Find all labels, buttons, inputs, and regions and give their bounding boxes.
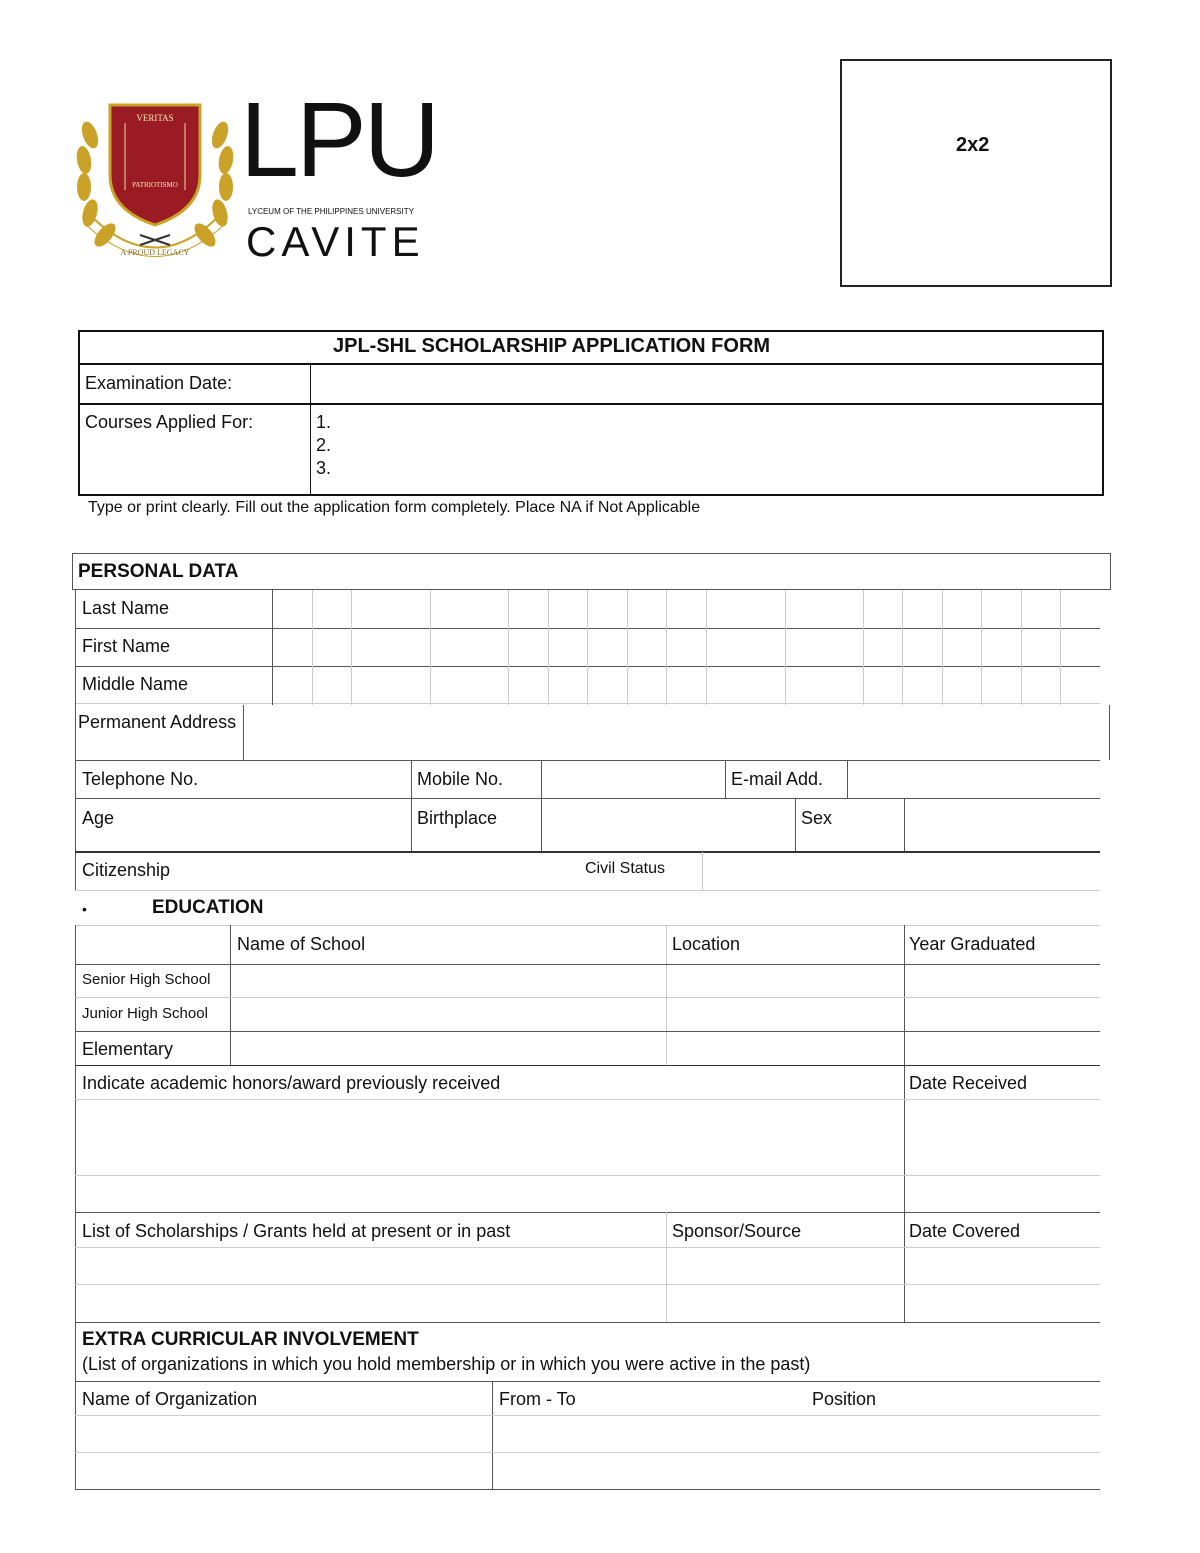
- lpu-logo: [70, 81, 470, 275]
- junior-high-label: Junior High School: [82, 1005, 208, 1022]
- organization-row-1[interactable]: [77, 1417, 1099, 1451]
- seal-text-top: VERITAS: [136, 113, 174, 123]
- col-org-header: Name of Organization: [82, 1389, 258, 1409]
- sponsor-label: Sponsor/Source: [672, 1221, 802, 1241]
- seal-text-bottom: PATRIOTISMO: [132, 181, 178, 189]
- form-title: JPL-SHL SCHOLARSHIP APPLICATION FORM: [333, 335, 771, 357]
- photo-box[interactable]: [840, 59, 1112, 287]
- email-label: E-mail Add.: [731, 769, 824, 789]
- date-covered-label: Date Covered: [909, 1221, 1021, 1241]
- sex-label: Sex: [801, 808, 833, 828]
- junior-high-school-field[interactable]: [232, 999, 664, 1030]
- senior-high-school-field[interactable]: [232, 966, 664, 996]
- middle-name-label: Middle Name: [82, 674, 189, 694]
- exam-date-field[interactable]: [312, 366, 1100, 402]
- first-name-field[interactable]: [274, 630, 1100, 665]
- extra-header: EXTRA CURRICULAR INVOLVEMENT: [82, 1329, 419, 1350]
- course-slot-2[interactable]: 2.: [316, 435, 332, 455]
- courses-label: Courses Applied For:: [85, 412, 254, 432]
- junior-high-location-field[interactable]: [668, 999, 902, 1030]
- age-field[interactable]: [150, 800, 408, 850]
- elementary-year-field[interactable]: [906, 1033, 1099, 1064]
- scholarship-row-1[interactable]: [77, 1249, 1099, 1283]
- instruction-text: Type or print clearly. Fill out the application form completely. Place NA if Not Applicable: [88, 499, 701, 516]
- last-name-field[interactable]: [274, 591, 1100, 627]
- middle-name-field[interactable]: [274, 668, 1100, 703]
- birthplace-label: Birthplace: [417, 808, 498, 828]
- photo-box-label: 2x2: [956, 134, 990, 156]
- permanent-address-text: Permanent Address: [78, 712, 237, 732]
- first-name-label: First Name: [82, 636, 171, 656]
- seal-motto: A PROUD LEGACY: [120, 248, 190, 257]
- citizenship-field[interactable]: [200, 854, 570, 889]
- col-location-header: Location: [672, 934, 741, 954]
- elementary-school-field[interactable]: [232, 1033, 664, 1064]
- col-school-header: Name of School: [237, 934, 366, 954]
- col-position-header: Position: [812, 1389, 877, 1409]
- elementary-location-field[interactable]: [668, 1033, 902, 1064]
- email-field[interactable]: [849, 762, 1099, 797]
- honors-date-label: Date Received: [909, 1073, 1028, 1093]
- extra-note: (List of organizations in which you hold membership or in which you were active in the past): [82, 1354, 811, 1374]
- birthplace-field[interactable]: [543, 800, 793, 850]
- course-slot-1[interactable]: 1.: [316, 412, 332, 432]
- mobile-label: Mobile No.: [417, 769, 504, 789]
- col-year-header: Year Graduated: [909, 934, 1036, 954]
- scholarship-row-2[interactable]: [77, 1286, 1099, 1321]
- honors-label: Indicate academic honors/award previously received: [82, 1073, 501, 1093]
- civil-status-label: Civil Status: [585, 860, 666, 877]
- sex-field[interactable]: [906, 800, 1099, 850]
- telephone-label: Telephone No.: [82, 769, 199, 789]
- citizenship-label: Citizenship: [82, 860, 171, 880]
- education-bullet: •: [82, 901, 87, 917]
- scholarships-label: List of Scholarships / Grants held at present or in past: [82, 1221, 511, 1241]
- junior-high-year-field[interactable]: [906, 999, 1099, 1030]
- permanent-address-field[interactable]: [246, 706, 1106, 759]
- honors-field[interactable]: [77, 1101, 902, 1211]
- senior-high-label: Senior High School: [82, 971, 211, 988]
- age-label: Age: [82, 808, 115, 828]
- brand-subtitle: LYCEUM OF THE PHILIPPINES UNIVERSITY: [248, 207, 414, 216]
- lpu-seal-icon: [70, 95, 240, 275]
- senior-high-location-field[interactable]: [668, 966, 902, 996]
- brand-campus: CAVITE: [246, 218, 425, 265]
- permanent-address-label: [78, 711, 238, 733]
- honors-date-field[interactable]: [906, 1101, 1099, 1211]
- telephone-field[interactable]: [230, 762, 408, 797]
- mobile-field[interactable]: [543, 762, 723, 797]
- education-header: EDUCATION: [152, 897, 264, 918]
- elementary-label: Elementary: [82, 1039, 174, 1059]
- personal-data-header: PERSONAL DATA: [78, 561, 239, 582]
- exam-date-label: Examination Date:: [85, 373, 233, 393]
- col-from-to-header: From - To: [499, 1389, 576, 1409]
- civil-status-field[interactable]: [704, 854, 1099, 889]
- organization-row-2[interactable]: [77, 1454, 1099, 1488]
- course-slot-3[interactable]: 3.: [316, 458, 332, 478]
- senior-high-year-field[interactable]: [906, 966, 1099, 996]
- brand-name: LPU: [240, 81, 438, 199]
- last-name-label: Last Name: [82, 598, 170, 618]
